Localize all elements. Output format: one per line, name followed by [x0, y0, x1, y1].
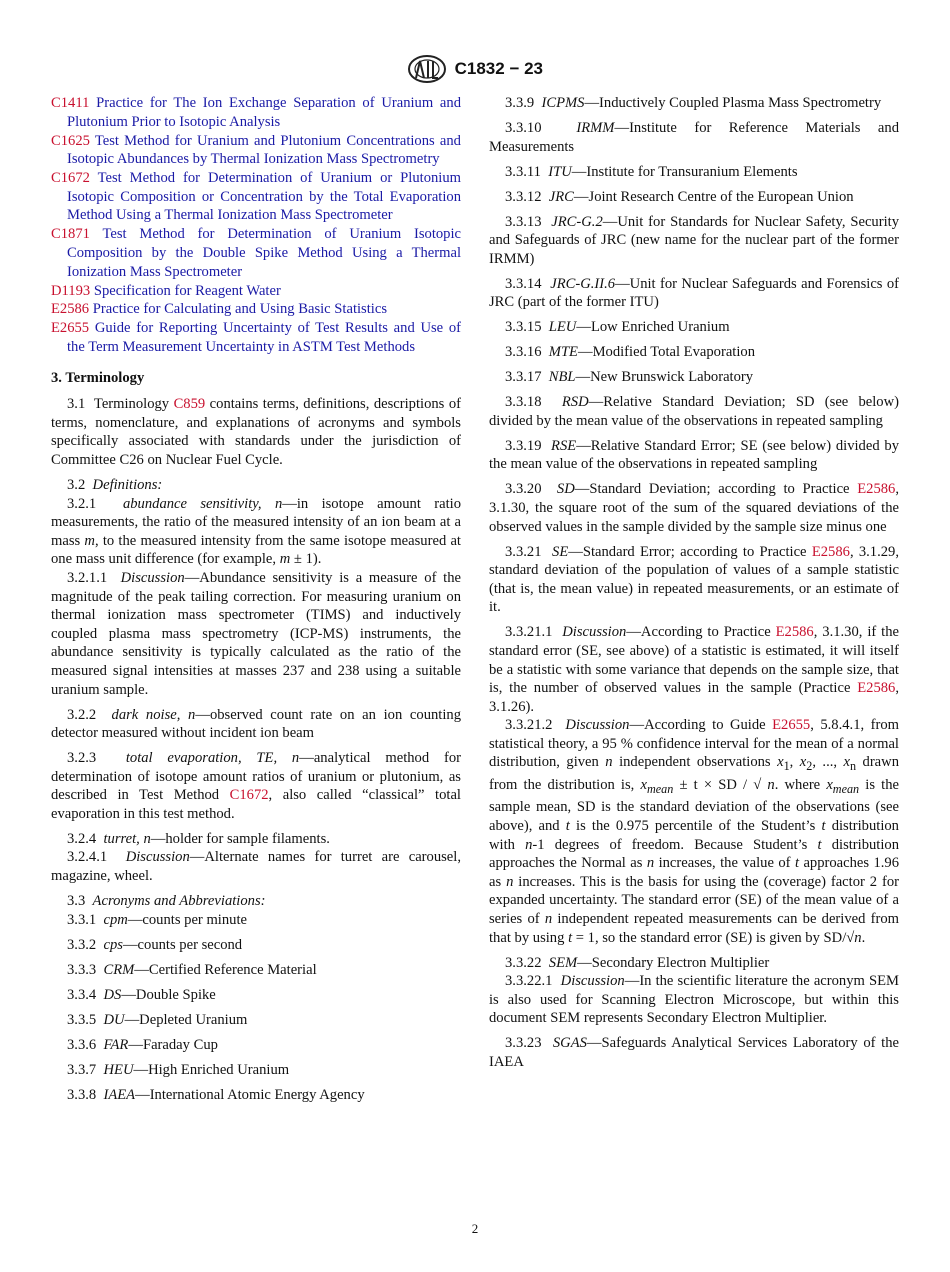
paragraph-3-2-4: 3.2.4 turret, n—holder for sample filaments. — [67, 830, 330, 847]
page-number: 2 — [471, 1221, 479, 1236]
link-e2586[interactable]: E2586 — [811, 543, 850, 560]
paragraph-3-2-3: 3.2.3 total evaporation, TE, n—analytical method for determination of isotope amount ratios of uranium or plutonium, as described in Test Method C1672, also called “classical” total evaporation in this test method. — [51, 750, 461, 822]
paragraph-3-2-1: 3.2.1 abundance sensitivity, n—in isotope amount ratio measurements, the ratio of the measured intensity of an ion beam at a mass m, to the measured intensity from the same isotope measured at one mass unit difference (for example, m ± 1). — [51, 495, 461, 568]
left-column — [51, 94, 461, 1111]
reference-item[interactable] — [51, 132, 461, 169]
acronym-item: 3.3.19 RSE—Relative Standard Error; SE (see below) divided by the mean value of the observations in repeated sampling — [489, 437, 899, 473]
paragraph-3-3-23: 3.3.23 SGAS—Safeguards Analytical Services Laboratory of the IAEA — [489, 1035, 899, 1070]
reference-title[interactable]: Test Method for Determination of Uranium or Plutonium Isotopic Composition or Concentration by the Total Evaporation Method Using a Thermal Ionization Mass Spectrometer — [67, 170, 461, 224]
reference-code[interactable]: C1871 — [51, 226, 90, 243]
link-c1672[interactable]: C1672 — [229, 787, 269, 804]
acronym-item: 3.3.10 IRMM—Institute for Reference Materials and Measurements — [489, 119, 899, 155]
reference-code[interactable]: C1411 — [51, 95, 90, 111]
paragraph-3-3-22: 3.3.22 SEM—Secondary Electron Multiplier — [505, 954, 770, 971]
reference-item[interactable] — [51, 282, 461, 301]
acronym-item: 3.3.18 RSD—Relative Standard Deviation; SD (see below) divided by the mean value of the observations in repeated sampling — [489, 394, 899, 429]
reference-code[interactable]: C1625 — [51, 132, 90, 149]
acronym-item: 3.3.5 DU—Depleted Uranium — [67, 1011, 248, 1028]
reference-title[interactable]: Test Method for Determination of Uranium Isotopic Composition by the Double Spike Method Using a Thermal Ionization Mass Spectrometer — [67, 226, 461, 280]
acronym-item: 3.3.16 MTE—Modified Total Evaporation — [505, 344, 756, 361]
reference-code[interactable]: E2586 — [51, 301, 90, 318]
reference-title[interactable]: Practice for The Ion Exchange Separation of Uranium and Plutonium Prior to Isotopic Analysis — [67, 95, 462, 130]
paragraph-3-2-1-1: 3.2.1.1 Discussion—Abundance sensitivity is a measure of the magnitude of the peak tailing correction. For measuring uranium on thermal ionization mass spectrometer (TIMS) and inductively coupled plasma mass spectrometry (ICP-MS) instruments, the abundance sensitivity is typically calculated as the ratio of the measured signal intensities at masses 237 and 238 using a suitable uranium sample. — [51, 569, 461, 698]
acronym-item: 3.3.17 NBL—New Brunswick Laboratory — [505, 369, 754, 386]
acronym-item: 3.3.3 CRM—Certified Reference Material — [67, 961, 317, 978]
acronym-item: 3.3.11 ITU—Institute for Transuranium Elements — [505, 163, 798, 180]
acronym-item: 3.3.14 JRC-G.II.6—Unit for Nuclear Safeguards and Forensics of JRC (part of the former ITU) — [489, 275, 899, 311]
referenced-documents-list — [51, 94, 461, 357]
paragraph-3-1: 3.1 Terminology C859 contains terms, definitions, descriptions of terms, nomenclature, and explanations of acronyms and symbols specifically associated with standards under the jurisdiction of Committee C26 on Nuclear Fuel Cycle. — [51, 396, 461, 469]
acronym-item: 3.3.4 DS—Double Spike — [67, 986, 216, 1003]
paragraph-3-3-20: 3.3.20 SD—Standard Deviation; according to Practice E2586, 3.1.30, the square root of the sum of the squared deviations of the observed values in the sample divided by the sample size minus one — [489, 481, 900, 535]
acronym-item: 3.3.2 cps—counts per second — [67, 936, 243, 953]
link-e2655[interactable]: E2655 — [772, 717, 811, 734]
paragraph-3-3-21-1: 3.3.21.1 Discussion—According to Practice E2586, 3.1.30, if the standard error (SE, see above) of a statistic is estimated, it will itself be a statistic with some variance that depends on the sample size, that is, the number of observed values in the sample (Practice E2586, 3.1.26). — [489, 624, 899, 715]
acronym-item: 3.3.15 LEU—Low Enriched Uranium — [505, 319, 730, 336]
reference-item[interactable] — [51, 300, 461, 319]
paragraph-3-3-22-1: 3.3.22.1 Discussion—In the scientific literature the acronym SEM is also used for Scanning Electron Microscope, but within this document SEM represents Secondary Electron Multiplier. — [489, 973, 899, 1027]
paragraph-3-3: 3.3 Acronyms and Abbreviations: — [67, 893, 266, 910]
acronym-item: 3.3.7 HEU—High Enriched Uranium — [67, 1061, 290, 1078]
reference-title[interactable]: Specification for Reagent Water — [93, 282, 281, 299]
acronym-item: 3.3.8 IAEA—International Atomic Energy Agency — [67, 1086, 365, 1103]
reference-code[interactable]: C1672 — [51, 170, 90, 187]
reference-title[interactable]: Guide for Reporting Uncertainty of Test Results and Use of the Term Measurement Uncertainty in ASTM Test Methods — [67, 320, 462, 356]
paragraph-3-3-21-2: 3.3.21.2 Discussion—According to Guide E2655, 5.8.4.1, from statistical theory, a 95 % confidence interval for the mean of a normal distribution, given n independent observations $x_1$, $x_2$, ..., $x_n$ drawn from the distribution is, $x_{mean} \pm t$ × SD / √ n. where $x_{mean}$ is the sample mean, SD is the standard deviation of the observations (see above), and t is the 0.975 percentile of the Student’s t distribution with n-1 degrees of freedom. Because Student’s t distribution approaches the Normal as n increases, the value of t approaches 1.96 as n increases. This is the basis for using the (coverage) factor 2 for expanded uncertainty. The standard error (SE) of the mean value of a series of n independent repeated measurements can be derived from that by using t = 1, so the standard error (SE) is given by SD/√n. — [489, 717, 900, 946]
page-header — [0, 54, 950, 84]
section-heading: 3. Terminology — [51, 369, 145, 386]
acronym-item: 3.3.9 ICPMS—Inductively Coupled Plasma Mass Spectrometry — [505, 95, 882, 111]
paragraph-3-2: 3.2 Definitions: — [67, 477, 163, 494]
astm-logo-icon — [407, 54, 447, 84]
acronym-item: 3.3.1 cpm—counts per minute — [67, 911, 247, 928]
reference-item[interactable] — [51, 319, 461, 356]
reference-code[interactable]: E2655 — [51, 320, 90, 337]
reference-item[interactable] — [51, 225, 461, 281]
link-e2586[interactable]: E2586 — [775, 624, 814, 641]
link-e2586[interactable]: E2586 — [857, 481, 896, 498]
acronym-item: 3.3.12 JRC—Joint Research Centre of the European Union — [505, 188, 854, 205]
link-c859[interactable]: C859 — [173, 396, 206, 413]
reference-item[interactable] — [51, 169, 461, 225]
right-column — [489, 94, 899, 1078]
acronym-item: 3.3.13 JRC-G.2—Unit for Standards for Nuclear Safety, Security and Safeguards of JRC (new name for the nuclear part of the former IRMM) — [489, 213, 899, 267]
acronym-item: 3.3.6 FAR—Faraday Cup — [67, 1036, 218, 1053]
reference-title[interactable]: Practice for Calculating and Using Basic Statistics — [92, 301, 388, 318]
reference-title[interactable]: Test Method for Uranium and Plutonium Concentrations and Isotopic Abundances by Thermal Ionization Mass Spectrometry — [67, 132, 461, 168]
link-e2586[interactable]: E2586 — [857, 680, 896, 697]
reference-code[interactable]: D1193 — [51, 282, 91, 299]
paragraph-3-3-21: 3.3.21 SE—Standard Error; according to Practice E2586, 3.1.29, standard deviation of the population of values of a sample statistic (that is, the mean value) in repeated measurements, or an estimate of it. — [489, 543, 899, 616]
reference-item[interactable] — [51, 94, 461, 131]
paragraph-3-2-2: 3.2.2 dark noise, n—observed count rate on an ion counting detector measured without incident ion beam — [51, 706, 461, 742]
document-designation: C1832 − 23 — [454, 58, 544, 78]
paragraph-3-2-4-1: 3.2.4.1 Discussion—Alternate names for turret are carousel, magazine, wheel. — [51, 849, 461, 885]
